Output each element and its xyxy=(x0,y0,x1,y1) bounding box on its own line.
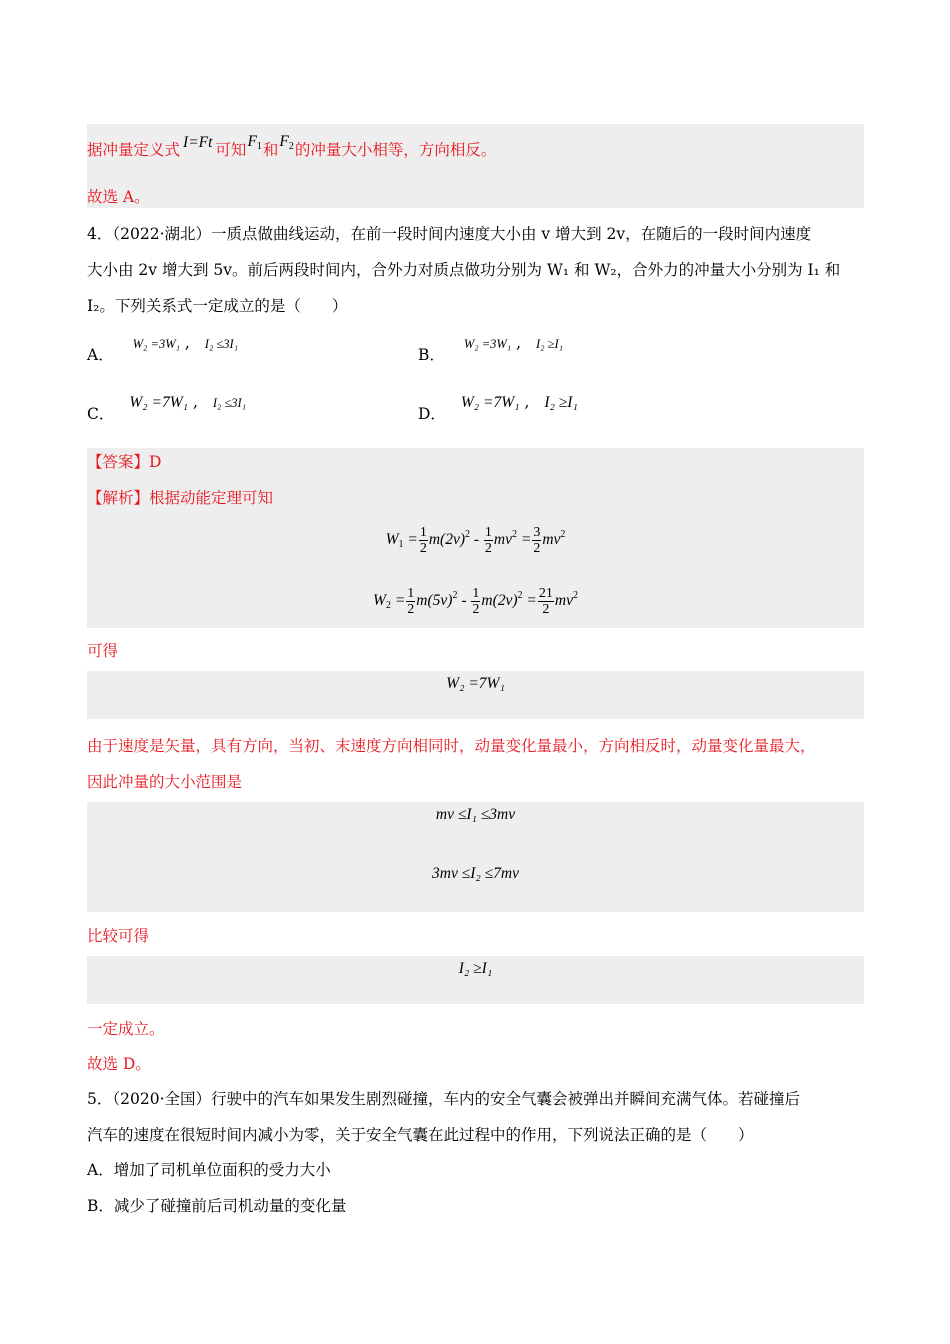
q4-option-b[interactable]: B． W₂ =3W₁ , I₂ ≥I₁ xyxy=(418,334,563,364)
q4-option-d[interactable]: D． W₂ =7W₁ , I₂ ≥I₁ xyxy=(418,393,578,423)
prev-analysis-line: 据冲量定义式 I=Ft 可知$F_1$和$F_2$的冲量大小相等，方向相反。 xyxy=(87,133,497,159)
holds-text: 一定成立。 xyxy=(87,1020,165,1038)
equation-i2-range: 3mv ≤I₂ ≤7mv xyxy=(432,865,519,882)
q5-option-b[interactable]: B．减少了碰撞前后司机动量的变化量 xyxy=(87,1197,347,1215)
q5-line1: 5．（2020·全国）行驶中的汽车如果发生剧烈碰撞，车内的安全气囊会被弹出并瞬间充满气体。若碰撞后 xyxy=(87,1090,801,1108)
q4-option-c[interactable]: C． W₂ =7W₁ , I₂ ≤3I₁ xyxy=(87,393,247,423)
q5-line2: 汽车的速度在很短时间内减小为零，关于安全气囊在此过程中的作用，下列说法正确的是（ ） xyxy=(87,1126,754,1144)
f2-symbol: F xyxy=(279,133,289,150)
prev-choice: 故选 A。 xyxy=(87,188,150,206)
can-get: 可得 xyxy=(87,642,119,660)
q4-line3: I₂。下列关系式一定成立的是（ ） xyxy=(87,297,348,315)
compare-label: 比较可得 xyxy=(87,927,150,945)
answer-choice: 故选 D。 xyxy=(87,1055,151,1073)
reason-line1: 由于速度是矢量，具有方向，当初、末速度方向相同时，动量变化量最小，方向相反时，动量变化量最大， xyxy=(87,737,816,755)
equation-i1-range: mv ≤I₁ ≤3mv xyxy=(435,806,516,823)
equation-w2: $W_2$ = $\frac{1}{2}$ $m(5v)^2$ - $\frac{1}{2}$ $m(2v)^2$ = $\frac{21}{2}$ $mv^2$ xyxy=(373,586,578,617)
q4-line1: 4．（2022·湖北）一质点做曲线运动，在前一段时间内速度大小由 v 增大到 2v，在随后的一段时间内速度 xyxy=(87,225,812,243)
reason-line2: 因此冲量的大小范围是 xyxy=(87,773,243,791)
equation-w2-7w1: W₂ =7W₁ xyxy=(446,675,505,692)
q5-option-a[interactable]: A．增加了司机单位面积的受力大小 xyxy=(87,1161,331,1179)
q4-line2: 大小由 2v 增大到 5v。前后两段时间内，合外力对质点做功分别为 W₁ 和 W₂，合外力的冲量大小分别为 I₁ 和 xyxy=(87,261,841,279)
answer-label: 【答案】D xyxy=(87,453,162,471)
equation-w1: $W_1$ = $\frac{1}{2}$ $m(2v)^2$ - $\frac{1}{2}$ $mv^2$ = $\frac{3}{2}$ $mv^2$ xyxy=(385,525,566,556)
analysis-label: 【解析】根据动能定理可知 xyxy=(87,489,274,507)
equation-i2-ge-i1: I₂ ≥I₁ xyxy=(458,960,493,977)
q4-option-a[interactable]: A． W₂ =3W₁ , I₂ ≤3I₁ xyxy=(87,334,239,364)
